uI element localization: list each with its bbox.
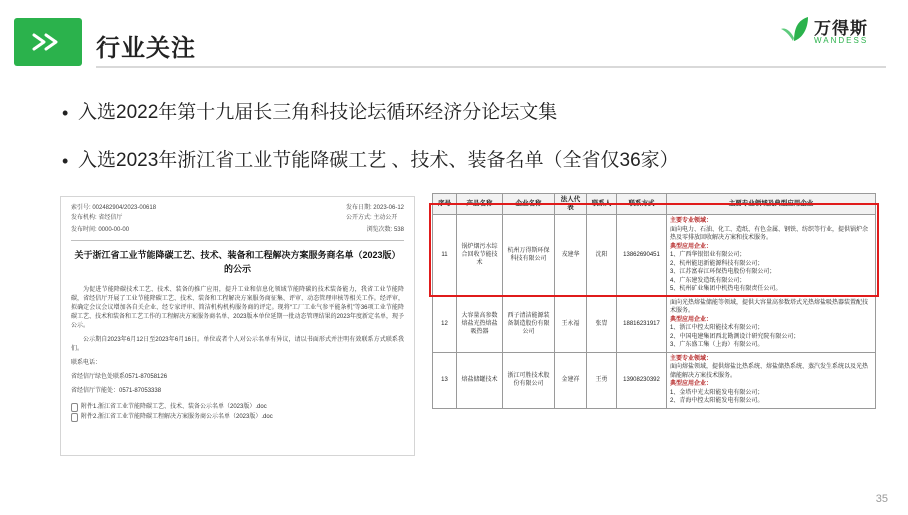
meta-publisher: 发布机构: 省经信厅: [71, 215, 123, 221]
cases-label: 典型应用企业：: [670, 243, 713, 250]
document-body: [71, 286, 404, 396]
list-item: [62, 100, 682, 126]
attachment-label: 附件1.浙江省工业节能降碳工艺、技术、装备公示名单（2023版）.doc: [81, 404, 267, 410]
paperclip-icon: [71, 403, 78, 412]
table-row: [433, 296, 876, 352]
cell-contact: 张胄: [587, 296, 617, 352]
leaf-mark-icon: [780, 14, 810, 44]
cell-product: 大容量高参数熔盐光热熔盐吸热器: [457, 296, 503, 352]
document-divider: [71, 240, 404, 241]
attachment-label: 附件2.浙江省工业节能降碳工程解决方案服务商公示名单（2023版）.doc: [81, 414, 273, 420]
cell-contact: 沈阳: [587, 215, 617, 297]
cell-product: 熔盐储罐技术: [457, 352, 503, 408]
cell-company: 杭州万得斯环保科技有限公司: [503, 215, 555, 297]
list-item: [62, 148, 682, 174]
cell-legal: 王永福: [555, 296, 587, 352]
document-meta-left: [71, 203, 156, 223]
cases-label: 典型应用企业：: [670, 316, 713, 323]
fields-label: 主要专业领域：: [670, 218, 713, 224]
fields-text: 面向电力、石油、化工、造纸、有色金属、钢铁、纺织等行业，提供锅炉余热及零排放回收解决方案和技术服务。: [670, 226, 869, 241]
cell-company: 西子清洁能源装备制造股份有限公司: [503, 296, 555, 352]
cell-contact: 王勇: [587, 352, 617, 408]
th-product: 产品名称: [457, 194, 503, 215]
bullet-text: 入选2022年第十九届长三角科技论坛循环经济分论坛文集: [78, 102, 558, 123]
document-meta: [71, 203, 404, 223]
document-meta-2: [71, 225, 404, 235]
case-item: 3、广东盛工集（上海）有限公司。: [670, 342, 764, 348]
document-title: 关于浙江省工业节能降碳工艺、技术、装备和工程解决方案服务商名单（2023版）的公示: [74, 250, 401, 274]
bullet-list: [62, 100, 682, 196]
bullet-dot-icon: •: [62, 151, 69, 171]
bullet-dot-icon: •: [62, 103, 69, 123]
document-paragraph: 联系电话：: [71, 360, 102, 366]
page-number: 35: [875, 493, 888, 505]
paperclip-icon: [71, 413, 78, 422]
cell-no: 11: [433, 215, 457, 297]
cell-phone: 13862690451: [617, 215, 667, 297]
meta-publish-time: 发布时间: 0000-00-00: [71, 227, 130, 233]
case-item: 2、杭州能迅新能源科技有限公司；: [670, 260, 764, 267]
cell-fields: [667, 352, 876, 408]
cell-phone: 13908230392: [617, 352, 667, 408]
fields-text: 面向光热熔盐储能等领域，提供大容量高参数塔式光热熔盐吸热器装置配技术服务。: [670, 299, 869, 314]
cell-legal: 戎建华: [555, 215, 587, 297]
cell-product: 锅炉烟污水综合回收节能技术: [457, 215, 503, 297]
section-badge: [14, 18, 82, 66]
case-item: 2、青海中控太阳能发电有限公司。: [670, 398, 764, 404]
document-attachments: [71, 402, 404, 422]
page-title: 行业关注: [96, 35, 196, 62]
brand-subtitle: WANDESS: [814, 36, 869, 45]
document-paragraph: 为促进节能降碳技术工艺、技术、装备的推广应用，提升工业和信息化领域节能降碳的技术装备能力，我省工业节能降碳，省经信厅开展了工业节能降碳工艺、技术、装备和工程解决方案服务商征集、评审、动态管理审核等相关工作。经评审，拟确定会议会议增加各自关企业、经专家评审、简洁机构机构服务商的评定。现将“工厂工业气参平能条机”等36项工业节能降碳工艺、技术和装备和工艺工作的工程解决方案服务商名单、2023版本单位延期一批动态管理结果的2023年度新定名单，现予公示。: [71, 287, 404, 329]
cell-company: 浙江可胜技术股份有限公司: [503, 352, 555, 408]
fields-label: 主要专业领域：: [670, 355, 713, 362]
table-header-row: [433, 194, 876, 215]
brand-name: 万得斯: [814, 19, 868, 38]
th-company: 企业名称: [503, 194, 555, 215]
document-screenshot: [60, 196, 415, 456]
cell-fields: [667, 215, 876, 297]
document-meta-right: [346, 203, 404, 223]
cases-label: 典型应用企业：: [670, 381, 713, 387]
table-row: [433, 215, 876, 297]
document-paragraph: 省经信厅节能处：0571-87053338: [71, 388, 162, 394]
brand-logo: [780, 14, 890, 60]
th-contact: 联系人: [587, 194, 617, 215]
case-item: 1、浙江中控太阳能技术有限公司；: [670, 325, 764, 331]
th-phone: 联系方式: [617, 194, 667, 215]
table-row: [433, 352, 876, 408]
cell-legal: 金建祥: [555, 352, 587, 408]
attachment-item[interactable]: [71, 402, 404, 412]
case-item: 1、广西华银铝业有限公司；: [670, 252, 746, 258]
case-item: 5、杭州矿业集团中机热电有限责任公司。: [670, 286, 782, 292]
product-list-table: [432, 193, 876, 409]
attachment-item[interactable]: [71, 412, 404, 422]
cell-fields: [667, 296, 876, 352]
bullet-text: 入选2023年浙江省工业节能降碳工艺 、技术、装备名单（全省仅36家）: [78, 150, 679, 171]
case-item: 1、金塔中光太阳能发电有限公司；: [670, 389, 764, 396]
th-fields: 主要专业领域及典型应用企业: [667, 194, 876, 215]
cell-no: 13: [433, 352, 457, 408]
double-chevron-right-icon: [28, 31, 68, 53]
document-paragraph: 省经信厅绿色处联系0571-87058126: [71, 374, 168, 380]
th-no: 序号: [433, 194, 457, 215]
case-item: 4、广东建发造纸有限公司；: [670, 277, 746, 284]
cell-phone: 18816231917: [617, 296, 667, 352]
title-divider: [96, 66, 886, 68]
meta-publish-date: 发布日期: 2023-06-12: [345, 205, 404, 211]
case-item: 3、江苏富春江环保热电股份有限公司；: [670, 269, 776, 275]
meta-view-count: 浏览次数: 538: [366, 227, 404, 233]
cell-no: 12: [433, 296, 457, 352]
document-paragraph: 公示期自2023年6月12日至2023年6月16日。单位或者个人对公示名单有异议，请以书面形式并注明有效联系方式联系我们。: [71, 337, 404, 352]
case-item: 2、中国电建集团西北勘测设计研究院有限公司；: [670, 333, 800, 340]
meta-disclosure: 公开方式: 主动公开: [345, 215, 398, 221]
th-legal: 法人代表: [555, 194, 587, 215]
meta-index-no: 索引号: 002482904/2023-00618: [71, 205, 157, 211]
fields-text: 面向熔盐领域，提供熔盐比热系统、熔盐储热系统、蒸汽发生系统以及光热储能解决方案技术服务。: [670, 364, 869, 379]
